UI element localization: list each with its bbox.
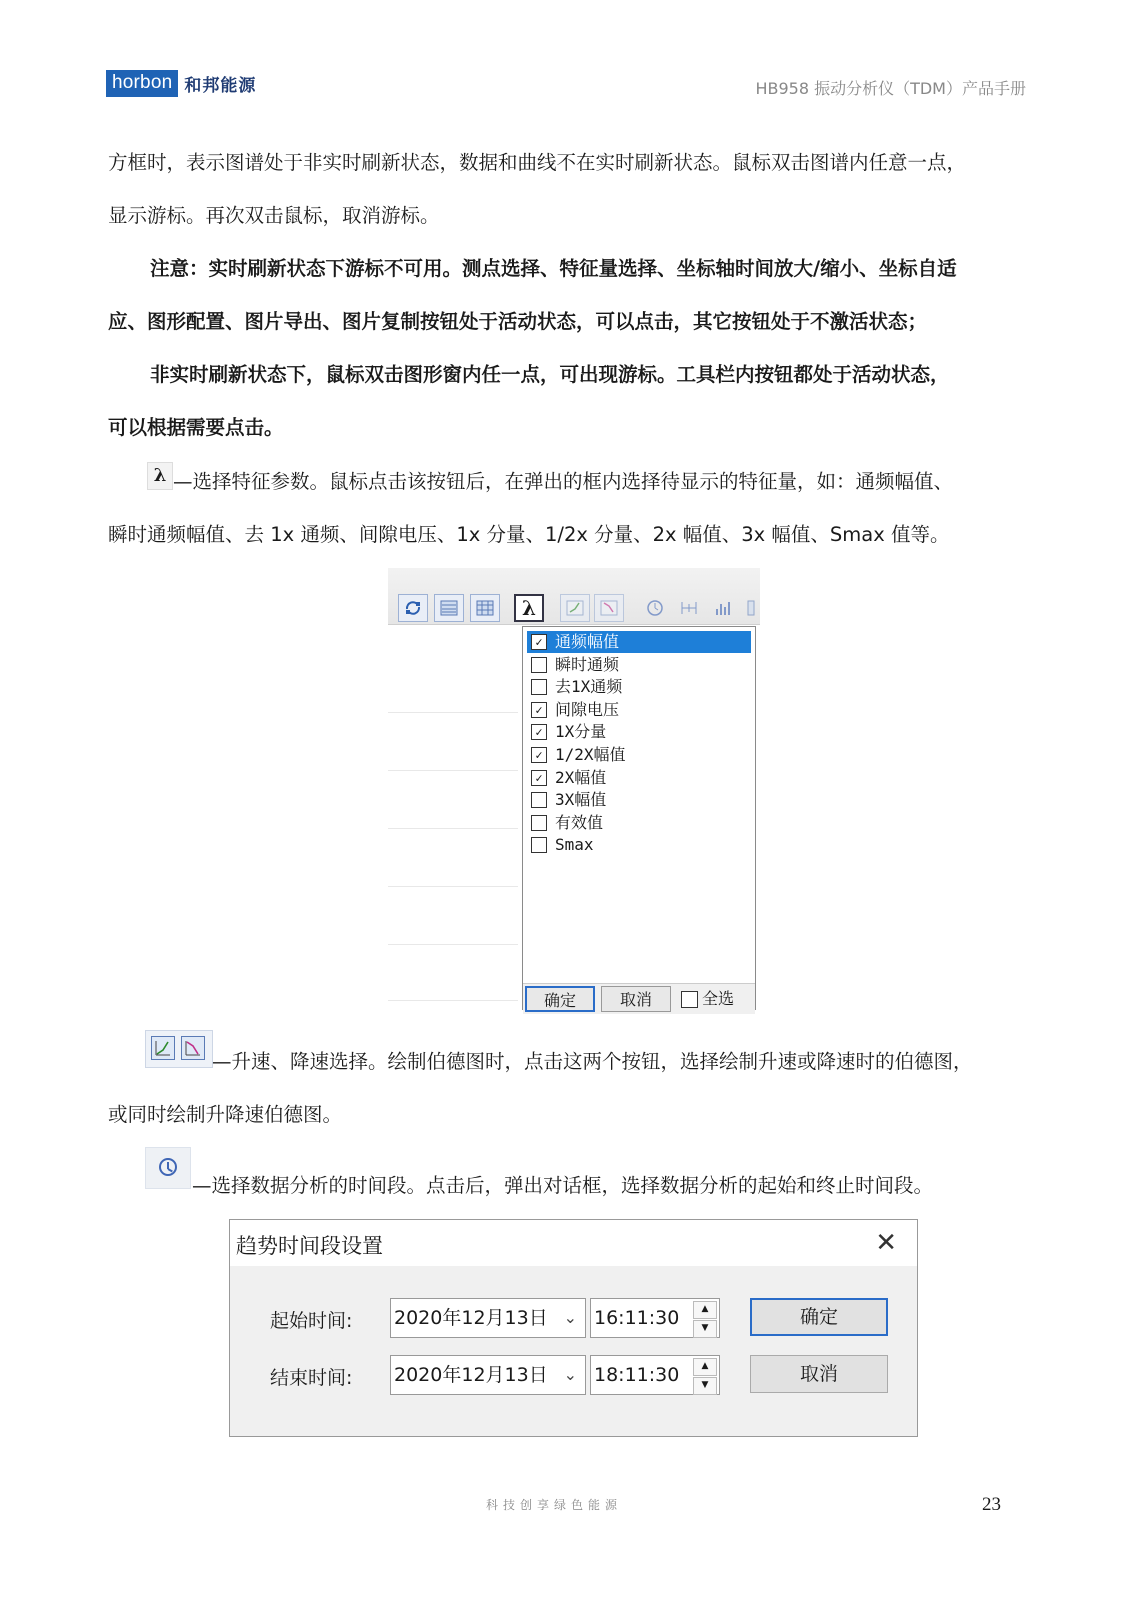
refresh-icon bbox=[404, 600, 422, 616]
chart-gridline bbox=[388, 1000, 518, 1001]
note-line: 注意：实时刷新状态下游标不可用。测点选择、特征量选择、坐标轴时间放大/缩小、坐标自适 bbox=[150, 257, 957, 280]
end-date-picker[interactable] bbox=[390, 1355, 586, 1395]
end-time-spinner[interactable] bbox=[693, 1358, 717, 1392]
feature-item[interactable] bbox=[527, 812, 751, 834]
feature-panel-buttons bbox=[523, 983, 755, 1014]
dialog-ok-button[interactable]: 确定 bbox=[750, 1298, 888, 1336]
axis-fit-icon bbox=[680, 600, 698, 616]
note-line: 非实时刷新状态下，鼠标双击图形窗内任一点，可出现游标。工具栏内按钮都处于活动状态， bbox=[150, 363, 950, 386]
chart-gridline bbox=[388, 886, 518, 887]
lambda-button-icon: λ bbox=[147, 462, 173, 490]
feature-checkbox[interactable]: ✓ bbox=[531, 747, 547, 763]
panel-icon bbox=[747, 600, 755, 616]
feature-label: 间隙电压 bbox=[555, 699, 620, 719]
document-title: HB958 振动分析仪（TDM）产品手册 bbox=[755, 79, 1026, 98]
feature-checkbox[interactable]: ✓ bbox=[531, 770, 547, 786]
feature-checkbox[interactable]: ✓ bbox=[531, 702, 547, 718]
paragraph-line: 瞬时通频幅值、去 1x 通频、间隙电压、1x 分量、1/2x 分量、2x 幅值、3x 幅值、Smax 值等。 bbox=[108, 523, 950, 546]
feature-label: 1X分量 bbox=[555, 722, 607, 742]
paragraph-line: 方框时，表示图谱处于非实时刷新状态，数据和曲线不在实时刷新状态。鼠标双击图谱内任意一点， bbox=[108, 151, 967, 174]
bar-chart-button[interactable] bbox=[708, 594, 738, 622]
feature-checkbox[interactable] bbox=[531, 657, 547, 673]
feature-select-button[interactable]: λ bbox=[514, 594, 544, 622]
trend-time-dialog bbox=[229, 1219, 918, 1437]
note-line: 应、图形配置、图片导出、图片复制按钮处于活动状态，可以点击，其它按钮处于不激活状态； bbox=[108, 310, 928, 333]
speed-up-icon bbox=[566, 600, 584, 616]
footer-slogan: 科技创享绿色能源 bbox=[485, 1498, 622, 1512]
feature-checkbox[interactable] bbox=[531, 837, 547, 853]
axis-fit-button[interactable] bbox=[674, 594, 704, 622]
feature-label: 瞬时通频 bbox=[555, 654, 620, 674]
feature-list-panel bbox=[522, 626, 756, 1010]
feature-selection-figure bbox=[388, 568, 760, 1014]
slow-down-icon bbox=[600, 600, 618, 616]
point-select-button[interactable] bbox=[434, 594, 464, 622]
bar-chart-icon bbox=[714, 600, 732, 616]
speed-up-icon bbox=[151, 1036, 175, 1060]
start-time-label: 起始时间: bbox=[270, 1310, 353, 1332]
feature-checkbox[interactable] bbox=[531, 679, 547, 695]
feature-item[interactable] bbox=[527, 654, 751, 676]
more-toolbar-button[interactable] bbox=[744, 594, 758, 622]
feature-label: 3X幅值 bbox=[555, 790, 607, 810]
feature-label: 去1X通频 bbox=[555, 677, 623, 697]
feature-item[interactable] bbox=[527, 789, 751, 811]
chart-gridline bbox=[388, 828, 518, 829]
start-time-spinner[interactable] bbox=[693, 1301, 717, 1335]
spin-up-icon[interactable]: ▲ bbox=[693, 1301, 717, 1319]
start-date-picker[interactable] bbox=[390, 1298, 586, 1338]
dialog-titlebar bbox=[230, 1220, 917, 1266]
dialog-cancel-button[interactable]: 取消 bbox=[750, 1355, 888, 1393]
start-time-field[interactable] bbox=[590, 1298, 720, 1338]
slow-down-button[interactable] bbox=[594, 594, 624, 622]
time-range-button-image bbox=[145, 1147, 191, 1189]
clock-icon bbox=[159, 1158, 177, 1176]
refresh-toggle-button[interactable] bbox=[398, 594, 428, 622]
paragraph-line: —升速、降速选择。绘制伯德图时，点击这两个按钮，选择绘制升速或降速时的伯德图， bbox=[212, 1050, 973, 1073]
logo-chinese-name: 和邦能源 bbox=[184, 75, 257, 96]
feature-checkbox[interactable]: ✓ bbox=[531, 634, 547, 650]
chart-gridline bbox=[388, 944, 518, 945]
dialog-title: 趋势时间段设置 bbox=[236, 1234, 383, 1258]
logo-wordmark: horbon bbox=[106, 70, 178, 97]
start-time-value: 16:11:30 bbox=[594, 1307, 680, 1329]
chevron-down-icon[interactable]: ⌄ bbox=[563, 1365, 577, 1384]
feature-label: Smax bbox=[555, 835, 594, 855]
select-all-checkbox[interactable] bbox=[681, 988, 734, 1010]
page-number: 23 bbox=[982, 1494, 1001, 1515]
feature-item[interactable] bbox=[527, 767, 751, 789]
note-line: 可以根据需要点击。 bbox=[108, 416, 284, 439]
feature-item[interactable] bbox=[527, 744, 751, 766]
table-icon bbox=[476, 600, 494, 616]
paragraph-line: —选择特征参数。鼠标点击该按钮后，在弹出的框内选择待显示的特征量，如：通频幅值、 bbox=[173, 470, 954, 493]
start-date-value: 2020年12月13日 bbox=[394, 1307, 548, 1329]
end-date-value: 2020年12月13日 bbox=[394, 1364, 548, 1386]
close-icon[interactable]: ✕ bbox=[875, 1228, 897, 1258]
chart-toolbar bbox=[388, 568, 760, 625]
feature-ok-button[interactable]: 确定 bbox=[525, 986, 595, 1012]
spin-down-icon[interactable]: ▼ bbox=[693, 1377, 717, 1395]
select-all-label: 全选 bbox=[702, 989, 735, 1008]
feature-checkbox[interactable] bbox=[531, 815, 547, 831]
feature-item[interactable] bbox=[527, 699, 751, 721]
end-time-value: 18:11:30 bbox=[594, 1364, 680, 1386]
company-logo bbox=[106, 68, 256, 98]
feature-checkbox[interactable]: ✓ bbox=[531, 724, 547, 740]
chart-gridline bbox=[388, 770, 518, 771]
paragraph-line: —选择数据分析的时间段。点击后，弹出对话框，选择数据分析的起始和终止时间段。 bbox=[192, 1174, 934, 1197]
slow-down-icon bbox=[181, 1036, 205, 1060]
clock-icon bbox=[646, 600, 664, 616]
paragraph-line: 显示游标。再次双击鼠标，取消游标。 bbox=[108, 204, 440, 227]
feature-cancel-button[interactable]: 取消 bbox=[601, 986, 671, 1012]
spin-up-icon[interactable]: ▲ bbox=[693, 1358, 717, 1376]
time-range-button[interactable] bbox=[640, 594, 670, 622]
speed-button-pair-image bbox=[145, 1030, 213, 1068]
feature-checkbox[interactable] bbox=[531, 792, 547, 808]
list-icon bbox=[440, 600, 458, 616]
checkbox-box bbox=[681, 991, 698, 1008]
paragraph-line: 或同时绘制升降速伯德图。 bbox=[108, 1103, 343, 1126]
chart-gridline bbox=[388, 712, 518, 713]
speed-up-button[interactable] bbox=[560, 594, 590, 622]
feature-item[interactable] bbox=[527, 631, 751, 653]
chevron-down-icon[interactable]: ⌄ bbox=[563, 1308, 577, 1327]
end-time-field[interactable] bbox=[590, 1355, 720, 1395]
table-button[interactable] bbox=[470, 594, 500, 622]
feature-item[interactable] bbox=[527, 834, 751, 856]
feature-item[interactable] bbox=[527, 721, 751, 743]
feature-label: 通频幅值 bbox=[555, 632, 620, 651]
end-time-label: 结束时间: bbox=[270, 1367, 353, 1389]
feature-label: 有效值 bbox=[555, 812, 604, 832]
spin-down-icon[interactable]: ▼ bbox=[693, 1320, 717, 1338]
feature-label: 2X幅值 bbox=[555, 767, 607, 787]
feature-item[interactable] bbox=[527, 676, 751, 698]
feature-label: 1/2X幅值 bbox=[555, 745, 626, 764]
